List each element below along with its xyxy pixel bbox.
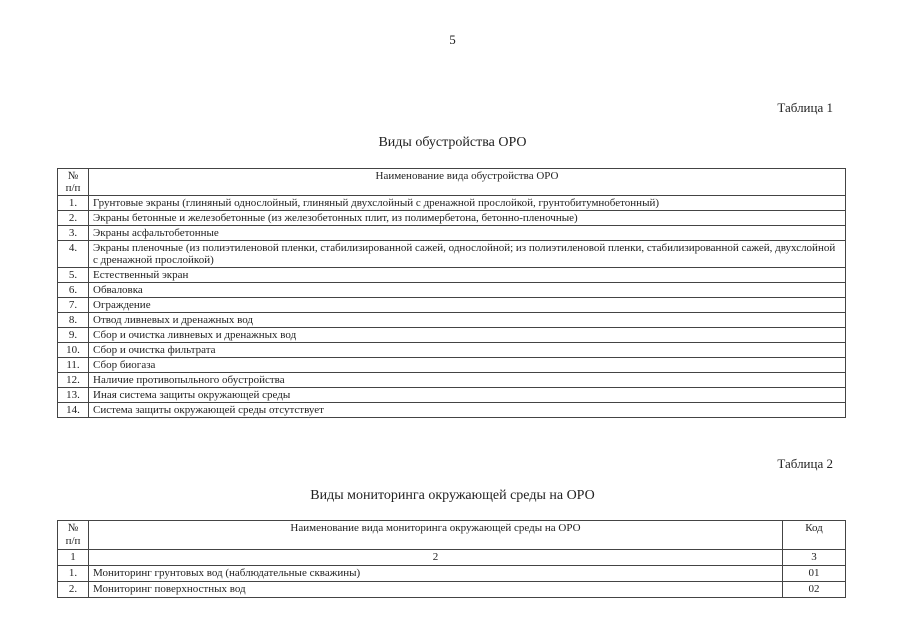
table1-row [58, 388, 846, 403]
table1-header-row [58, 169, 846, 196]
table1-cell-name: Сбор и очистка ливневых и дренажных вод [89, 328, 846, 343]
table1-row [58, 241, 846, 268]
table1-cell-no: 3. [58, 226, 89, 241]
table1-row [58, 226, 846, 241]
table1-cell-name: Экраны пленочные (из полиэтиленовой пленки, стабилизированной сажей, однослойной; из полиэтиленовой пленки, стабилизированной сажей, двухслойной с дренажной прослойкой) [89, 241, 846, 268]
table1-row [58, 313, 846, 328]
table1-row [58, 343, 846, 358]
table1-row [58, 211, 846, 226]
table1-header-no: № п/п [58, 169, 89, 196]
table2-row [58, 582, 846, 598]
table1-row [58, 403, 846, 418]
table1-cell-name: Естественный экран [89, 268, 846, 283]
table1-cell-name: Экраны асфальтобетонные [89, 226, 846, 241]
table1-row [58, 328, 846, 343]
table1-cell-name: Система защиты окружающей среды отсутствует [89, 403, 846, 418]
table1-cell-name: Сбор биогаза [89, 358, 846, 373]
table2 [57, 520, 846, 598]
table1-cell-name: Иная система защиты окружающей среды [89, 388, 846, 403]
table2-index-col1: 1 [58, 550, 89, 566]
table1-cell-no: 4. [58, 241, 89, 268]
table2-index-row [58, 550, 846, 566]
table2-cell-name: Мониторинг грунтовых вод (наблюдательные скважины) [89, 566, 783, 582]
table1-cell-name: Сбор и очистка фильтрата [89, 343, 846, 358]
table1-cell-name: Ограждение [89, 298, 846, 313]
table1-cell-no: 11. [58, 358, 89, 373]
table1-row [58, 358, 846, 373]
table1-cell-no: 12. [58, 373, 89, 388]
page-number: 5 [449, 32, 456, 47]
table1-cell-no: 1. [58, 196, 89, 211]
table1-row [58, 298, 846, 313]
table2-label: Таблица 2 [777, 456, 833, 471]
table2-title: Виды мониторинга окружающей среды на ОРО [310, 488, 595, 503]
table2-header-name: Наименование вида мониторинга окружающей среды на ОРО [89, 521, 783, 550]
table2-row [58, 566, 846, 582]
table1-label: Таблица 1 [777, 100, 833, 115]
table1-cell-name: Грунтовые экраны (глиняный однослойный, глиняный двухслойный с дренажной прослойкой, грунтобитумнобетонный) [89, 196, 846, 211]
table1-cell-no: 9. [58, 328, 89, 343]
table1-cell-no: 10. [58, 343, 89, 358]
table1-cell-name: Обваловка [89, 283, 846, 298]
table2-cell-no: 2. [58, 582, 89, 598]
table1-row [58, 283, 846, 298]
table1-cell-name: Экраны бетонные и железобетонные (из железобетонных плит, из полимербетона, бетонно-пленочные) [89, 211, 846, 226]
table1-title: Виды обустройства ОРО [378, 135, 527, 150]
table1-cell-name: Наличие противопыльного обустройства [89, 373, 846, 388]
table2-cell-name: Мониторинг поверхностных вод [89, 582, 783, 598]
table1-cell-no: 14. [58, 403, 89, 418]
table1-row [58, 373, 846, 388]
table1 [57, 168, 846, 418]
table1-cell-no: 5. [58, 268, 89, 283]
table1-header-name: Наименование вида обустройства ОРО [89, 169, 846, 196]
table2-header-code: Код [783, 521, 846, 550]
table2-header-no: № п/п [58, 521, 89, 550]
table1-cell-no: 13. [58, 388, 89, 403]
table1-row [58, 196, 846, 211]
table1-row [58, 268, 846, 283]
table2-index-col3: 3 [783, 550, 846, 566]
table2-cell-no: 1. [58, 566, 89, 582]
table1-cell-no: 2. [58, 211, 89, 226]
table1-cell-name: Отвод ливневых и дренажных вод [89, 313, 846, 328]
table2-header-row [58, 521, 846, 550]
table2-cell-code: 02 [783, 582, 846, 598]
table2-cell-code: 01 [783, 566, 846, 582]
table1-cell-no: 7. [58, 298, 89, 313]
table2-index-col2: 2 [89, 550, 783, 566]
table1-cell-no: 6. [58, 283, 89, 298]
table1-cell-no: 8. [58, 313, 89, 328]
